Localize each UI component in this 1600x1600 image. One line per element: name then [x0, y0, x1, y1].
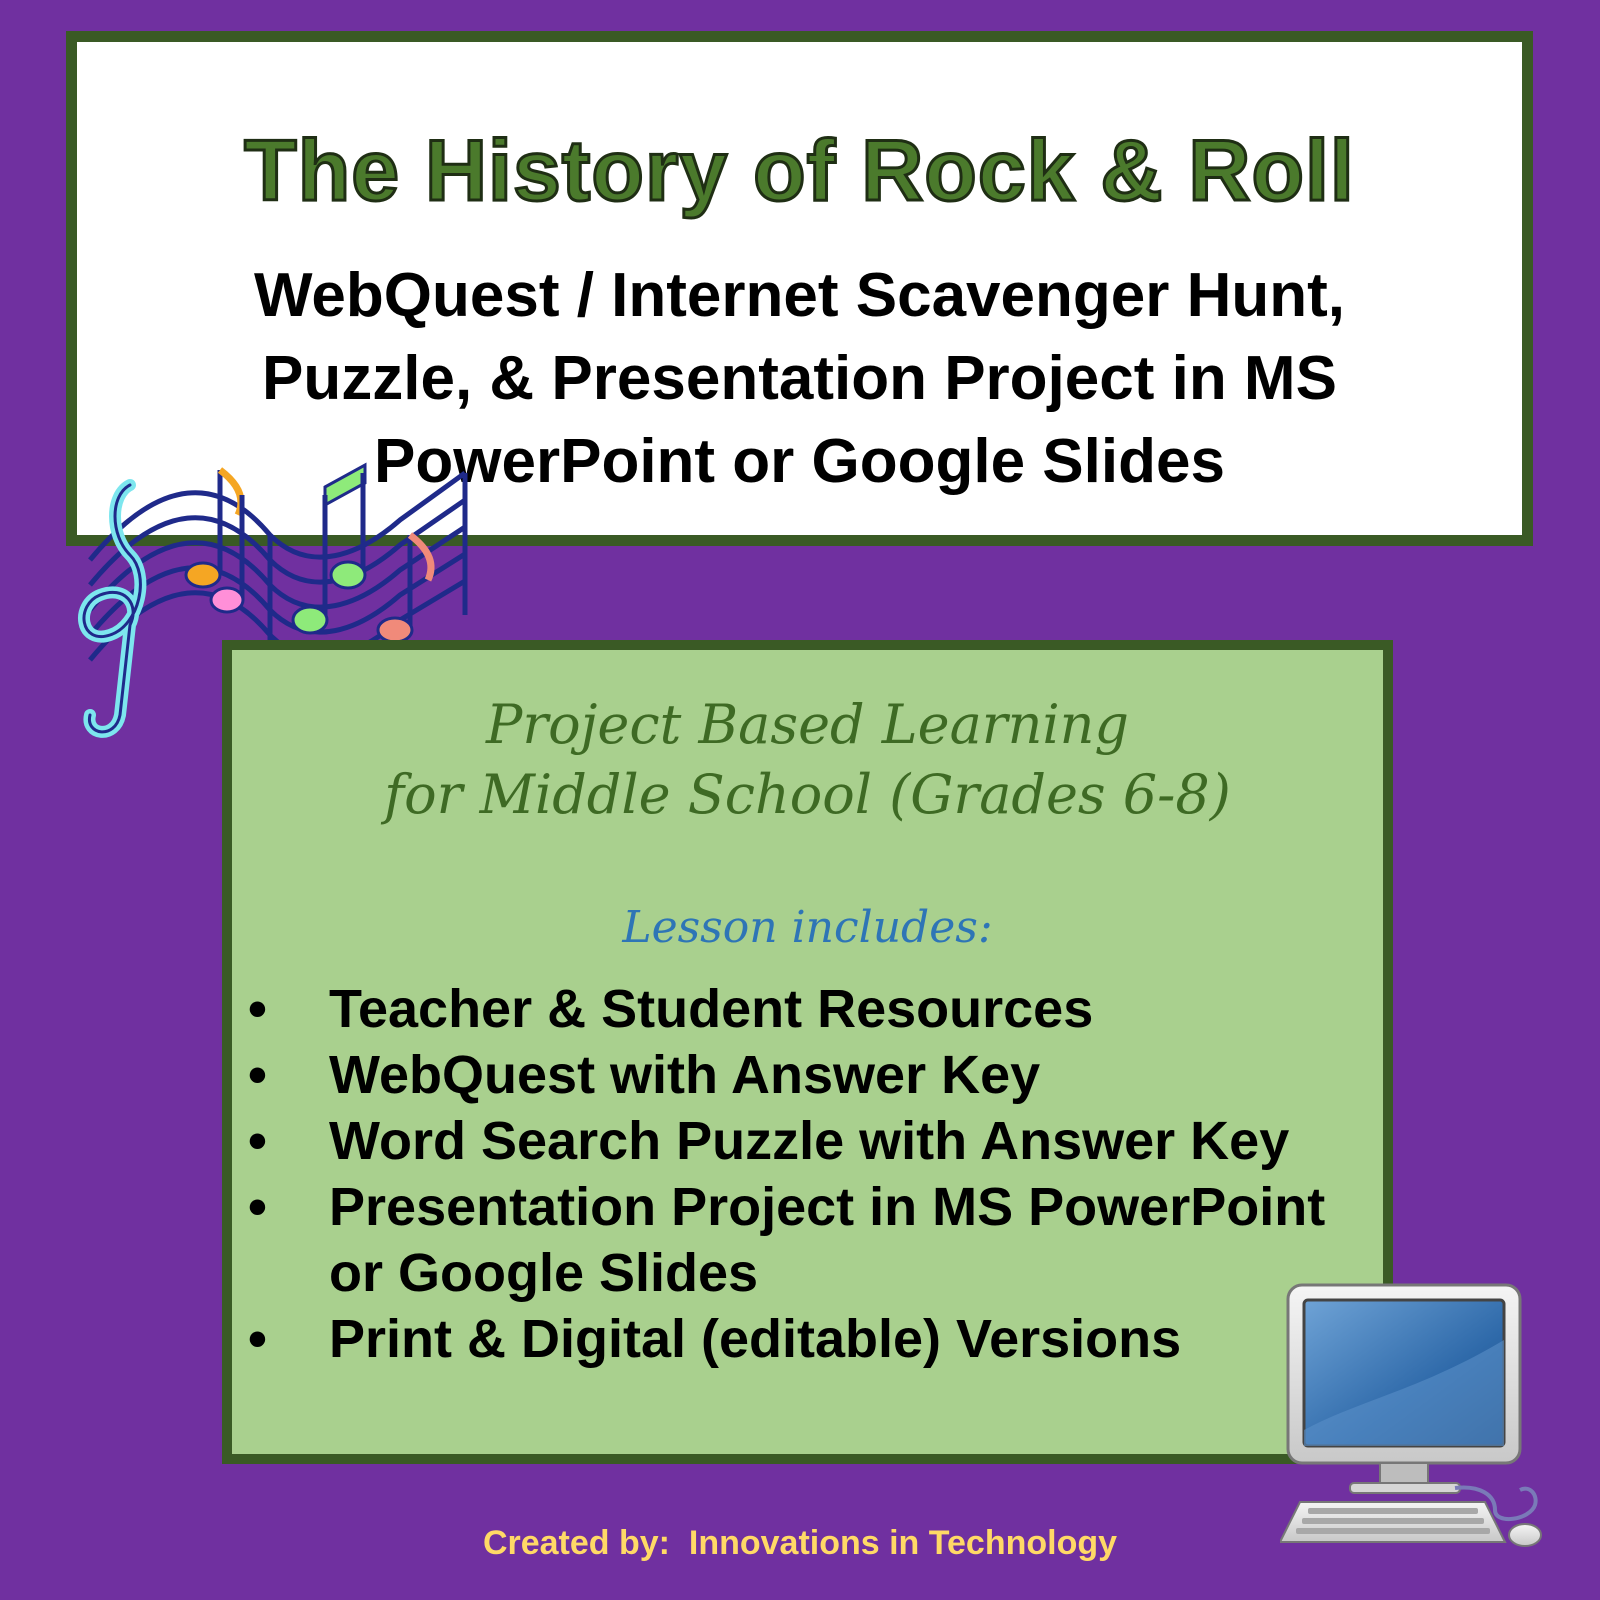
pbl-line: for Middle School (Grades 6-8): [384, 763, 1231, 826]
list-item-text: • Teacher & Student Resources: [329, 979, 1094, 1039]
subtitle-line: Puzzle, & Presentation Project in MS: [262, 344, 1337, 413]
main-title: The History of Rock & Roll: [244, 123, 1355, 219]
list-item-text: • Word Search Puzzle with Answer Key: [329, 1111, 1290, 1171]
list-item: [248, 1108, 1325, 1174]
list-item-text: or Google Slides: [329, 1243, 759, 1303]
lesson-includes-label: Lesson includes:: [622, 902, 993, 953]
pbl-heading: [232, 690, 1383, 830]
includes-list: [248, 976, 1325, 1372]
footer-credit: Created by: Innovations in Technology: [482, 1524, 1118, 1562]
subtitle-line: WebQuest / Internet Scavenger Hunt,: [254, 261, 1345, 330]
pbl-line: Project Based Learning: [486, 693, 1129, 756]
details-panel: [222, 640, 1393, 1464]
list-item: [248, 1306, 1325, 1372]
list-item: [248, 976, 1325, 1042]
subtitle-line: PowerPoint or Google Slides: [374, 427, 1225, 496]
list-item-text: • Presentation Project in MS PowerPoint: [329, 1177, 1326, 1237]
list-item: [248, 1042, 1325, 1108]
list-item: [248, 1174, 1325, 1306]
list-item-text: • Print & Digital (editable) Versions: [329, 1309, 1182, 1369]
list-item-text: • WebQuest with Answer Key: [329, 1045, 1041, 1105]
desktop-computer-icon: [1280, 1280, 1550, 1555]
